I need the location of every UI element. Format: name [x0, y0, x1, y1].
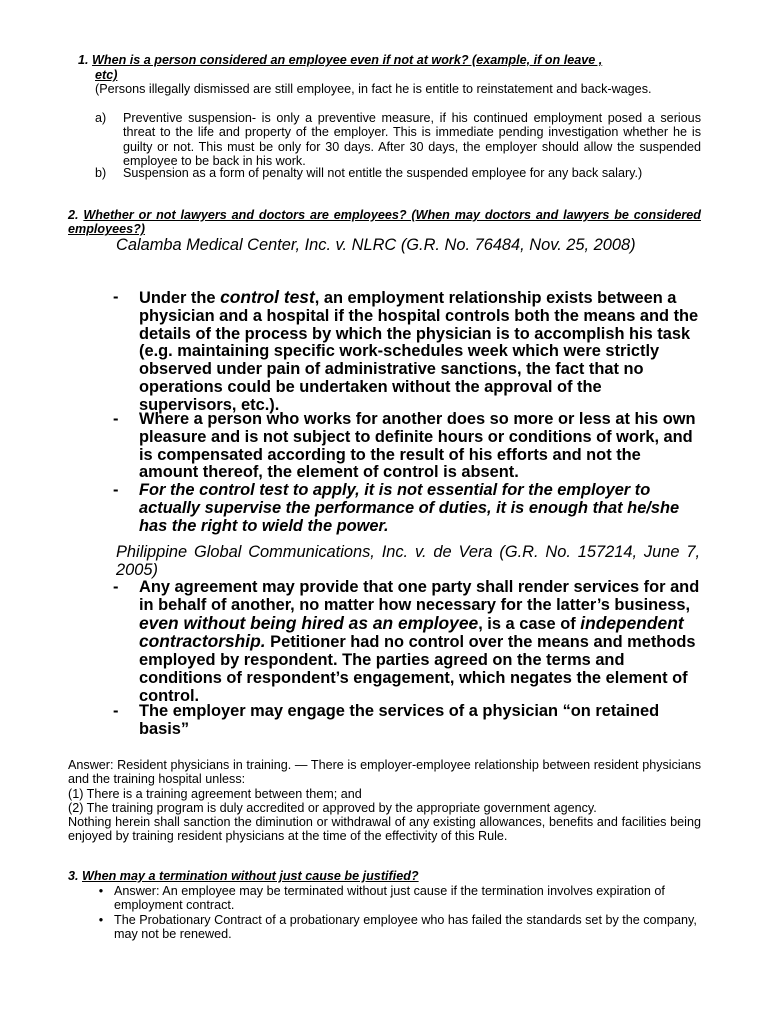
q1-heading: [78, 53, 704, 67]
dash-icon: -: [113, 578, 119, 596]
q3-bullet-2: [88, 913, 700, 942]
case2-bullet1-emphasis1: even without being hired as an employee: [139, 612, 479, 633]
q2-answer-para2: Nothing herein shall sanction the diminution or withdrawal of any existing allowances, benefits and facilities being enjoyed by training resident physicians at the time of the effectivity of this Rule.: [68, 815, 701, 844]
q2-answer-line2: (2) The training program is duly accredited or approved by the appropriate government agency.: [68, 801, 597, 815]
case1-bullet-2: [113, 411, 701, 482]
dash-icon: -: [113, 481, 119, 499]
q1-item-a: [95, 111, 701, 169]
q1-item-b: [95, 166, 701, 180]
case1-bullet3-text: For the control test to apply, it is not essential for the employer to actually supervise the performance of duties, it is enough that he/she has the right to wield the power.: [139, 481, 680, 535]
bullet-icon: •: [98, 913, 104, 927]
case2-title: Philippine Global Communications, Inc. v. de Vera (G.R. No. 157214, June 7, 2005): [116, 543, 700, 579]
dash-icon: -: [113, 702, 119, 720]
case2-bullet-1: - Any agreement may provide that one party shall render services for and in behalf of another, no matter how necessary for the latter’s business, even without being hired as an employee, is a case of independent contractorship. Petitioner had no control over the means and methods employed by respondent. The parties agreed on the terms and conditions of respondent’s engagement, which negates the element of control.: [113, 578, 700, 705]
q2-question: Whether or not lawyers and doctors are employees? (When may doctors and lawyers be considered employees?): [68, 208, 701, 237]
case2-bullet2-text: The employer may engage the services of a physician “on retained basis”: [139, 702, 660, 738]
q1-number: 1.: [78, 53, 89, 67]
q1-item-a-label: a): [95, 111, 107, 125]
case2-bullet1-emphasis2: independent contractorship.: [139, 612, 684, 652]
dash-icon: -: [113, 410, 119, 428]
case1-bullet1-emphasis: control test: [220, 287, 315, 307]
q1-question-line2: etc): [95, 68, 118, 82]
case2-bullet-2: [113, 703, 701, 739]
q3-heading: [68, 869, 701, 883]
q2-number: 2.: [68, 208, 79, 222]
q2-answer-line1: (1) There is a training agreement between them; and: [68, 787, 362, 801]
q2-heading: [68, 208, 701, 237]
bullet-icon: •: [98, 884, 104, 898]
q3-number: 3.: [68, 869, 79, 883]
dash-icon: -: [113, 288, 119, 306]
q3-bullet-1: [88, 884, 700, 913]
q2-answer-para: Answer: Resident physicians in training. — There is employer-employee relationship between resident physicians and the training hospital unless:: [68, 758, 701, 787]
q1-item-a-text: Preventive suspension- is only a preventive measure, if his continued employment posed a serious threat to the life and property of the employer. This is immediate pending investigation whether he is guilty or not. This must be only for 30 days. After 30 days, the employer should allow the suspended employee to be back in his work.: [123, 111, 701, 169]
case1-title: Calamba Medical Center, Inc. v. NLRC (G.R. No. 76484, Nov. 25, 2008): [116, 236, 636, 254]
q3-question: When may a termination without just cause be justified?: [82, 869, 419, 883]
q3-bullet1-text: Answer: An employee may be terminated without just cause if the termination involves expiration of employment contract.: [114, 884, 665, 913]
q1-intro: (Persons illegally dismissed are still employee, in fact he is entitle to reinstatement and back-wages.: [95, 82, 652, 96]
case1-bullet-1: - Under the control test, an employment relationship exists between a physician and a hospital if the hospital controls both the means and the details of the process by which the physician is to accomplish his task (e.g. maintaining specific work-schedules week which were strictly observed under pain of administrative sanctions, the fact that no operations could be undertaken without the approval of the supervisors, etc.).: [113, 287, 699, 414]
q1-item-b-label: b): [95, 166, 107, 180]
q3-bullet2-text: The Probationary Contract of a probationary employee who has failed the standards set by the company, may not be renewed.: [114, 913, 697, 942]
q1-question-line1: When is a person considered an employee even if not at work? (example, if on leave ,: [92, 53, 603, 67]
q1-item-b-text: Suspension as a form of penalty will not entitle the suspended employee for any back salary.): [123, 166, 643, 180]
case1-bullet2-text: Where a person who works for another does so more or less at his own pleasure and is not subject to definite hours or conditions of work, and is compensated according to the result of his efforts and not the amount thereof, the element of control is absent.: [139, 410, 696, 482]
case1-bullet-3: [113, 482, 701, 535]
